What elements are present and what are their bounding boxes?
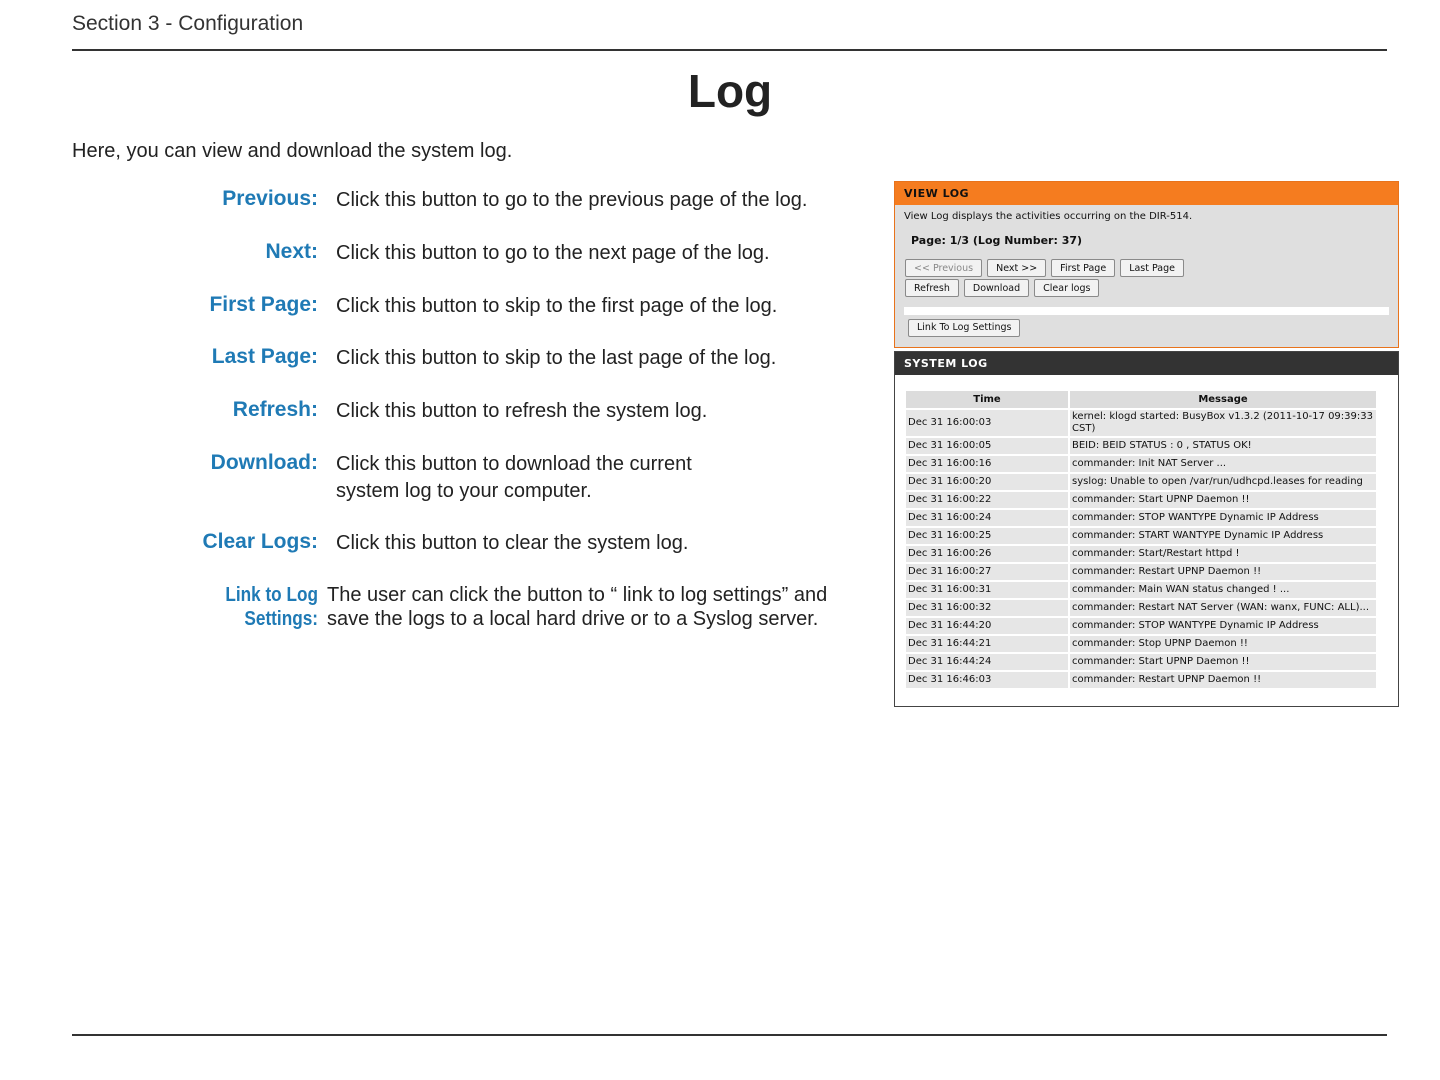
- log-time: Dec 31 16:00:20: [906, 474, 1068, 490]
- log-time: Dec 31 16:46:03: [906, 672, 1068, 688]
- term-first-page: First Page:: [209, 293, 318, 316]
- log-message: commander: Restart UPNP Daemon !!: [1070, 672, 1376, 688]
- log-time: Dec 31 16:44:21: [906, 636, 1068, 652]
- system-log-panel: [894, 351, 1399, 707]
- table-row: [906, 582, 1376, 598]
- table-row: [906, 410, 1376, 436]
- log-time: Dec 31 16:00:31: [906, 582, 1068, 598]
- log-message: commander: Start/Restart httpd !: [1070, 546, 1376, 562]
- log-message: commander: Main WAN status changed ! ...: [1070, 582, 1376, 598]
- log-message: BEID: BEID STATUS : 0 , STATUS OK!: [1070, 438, 1376, 454]
- log-time: Dec 31 16:00:25: [906, 528, 1068, 544]
- desc-last-page: Click this button to skip to the last page of the log.: [336, 347, 777, 369]
- section-header: Section 3 - Configuration: [72, 12, 304, 35]
- log-time: Dec 31 16:00:05: [906, 438, 1068, 454]
- log-table: [904, 389, 1378, 690]
- refresh-button[interactable]: Refresh: [905, 279, 959, 297]
- log-message: commander: Restart NAT Server (WAN: wanx, FUNC: ALL)...: [1070, 600, 1376, 616]
- term-refresh: Refresh:: [232, 398, 318, 421]
- previous-button[interactable]: << Previous: [905, 259, 982, 277]
- table-row: [906, 564, 1376, 580]
- log-time: Dec 31 16:00:27: [906, 564, 1068, 580]
- table-row: [906, 438, 1376, 454]
- term-previous: Previous:: [222, 187, 318, 210]
- table-row: [906, 474, 1376, 490]
- intro-text: Here, you can view and download the system log.: [72, 140, 513, 162]
- table-row: [906, 618, 1376, 634]
- column-header-message: Message: [1070, 391, 1376, 408]
- log-time: Dec 31 16:00:26: [906, 546, 1068, 562]
- log-message: commander: STOP WANTYPE Dynamic IP Address: [1070, 618, 1376, 634]
- view-log-header: VIEW LOG: [895, 182, 1398, 205]
- log-time: Dec 31 16:44:20: [906, 618, 1068, 634]
- bottom-divider: [72, 1034, 1387, 1036]
- table-row: [906, 546, 1376, 562]
- view-log-description: View Log displays the activities occurring on the DIR-514.: [904, 211, 1193, 222]
- last-page-button[interactable]: Last Page: [1120, 259, 1184, 277]
- log-time: Dec 31 16:00:32: [906, 600, 1068, 616]
- divider-bar: [904, 307, 1389, 315]
- term-clear-logs: Clear Logs:: [202, 530, 318, 553]
- log-message: commander: STOP WANTYPE Dynamic IP Address: [1070, 510, 1376, 526]
- log-time: Dec 31 16:00:24: [906, 510, 1068, 526]
- log-message: syslog: Unable to open /var/run/udhcpd.leases for reading: [1070, 474, 1376, 490]
- system-log-header: SYSTEM LOG: [895, 352, 1398, 375]
- table-row: [906, 528, 1376, 544]
- table-row: [906, 510, 1376, 526]
- page-info: Page: 1/3 (Log Number: 37): [911, 234, 1083, 247]
- desc-download: Click this button to download the current system log to your computer.: [336, 453, 692, 502]
- term-next: Next:: [265, 240, 318, 263]
- log-message: commander: Init NAT Server ...: [1070, 456, 1376, 472]
- log-message: commander: Start UPNP Daemon !!: [1070, 654, 1376, 670]
- desc-refresh: Click this button to refresh the system log.: [336, 400, 708, 422]
- log-message: commander: Start UPNP Daemon !!: [1070, 492, 1376, 508]
- next-button[interactable]: Next >>: [987, 259, 1046, 277]
- table-row: [906, 672, 1376, 688]
- first-page-button[interactable]: First Page: [1051, 259, 1115, 277]
- table-row: [906, 654, 1376, 670]
- download-button[interactable]: Download: [964, 279, 1029, 297]
- term-link-log-settings: Link to Log Settings:: [225, 584, 318, 630]
- desc-previous: Click this button to go to the previous page of the log.: [336, 189, 808, 211]
- desc-clear-logs: Click this button to clear the system log.: [336, 532, 689, 554]
- log-message: commander: Restart UPNP Daemon !!: [1070, 564, 1376, 580]
- desc-next: Click this button to go to the next page of the log.: [336, 242, 770, 264]
- clear-logs-button[interactable]: Clear logs: [1034, 279, 1099, 297]
- log-time: Dec 31 16:00:16: [906, 456, 1068, 472]
- desc-link-log-settings: The user can click the button to “ link to log settings” and save the logs to a local hard drive or to a Syslog server.: [327, 584, 828, 630]
- log-message: kernel: klogd started: BusyBox v1.3.2 (2011-10-17 09:39:33 CST): [1070, 410, 1376, 436]
- column-header-time: Time: [906, 391, 1068, 408]
- top-divider: [72, 49, 1387, 51]
- term-download: Download:: [210, 451, 318, 474]
- log-time: Dec 31 16:00:22: [906, 492, 1068, 508]
- view-log-panel: [894, 181, 1399, 348]
- term-last-page: Last Page:: [211, 345, 318, 368]
- desc-first-page: Click this button to skip to the first page of the log.: [336, 295, 778, 317]
- log-message: commander: Stop UPNP Daemon !!: [1070, 636, 1376, 652]
- log-time: Dec 31 16:44:24: [906, 654, 1068, 670]
- table-row: [906, 492, 1376, 508]
- log-time: Dec 31 16:00:03: [906, 410, 1068, 436]
- link-to-log-settings-button[interactable]: Link To Log Settings: [908, 319, 1020, 337]
- table-row: [906, 456, 1376, 472]
- log-message: commander: START WANTYPE Dynamic IP Address: [1070, 528, 1376, 544]
- table-row: [906, 600, 1376, 616]
- table-row: [906, 636, 1376, 652]
- page-title: Log: [687, 65, 773, 117]
